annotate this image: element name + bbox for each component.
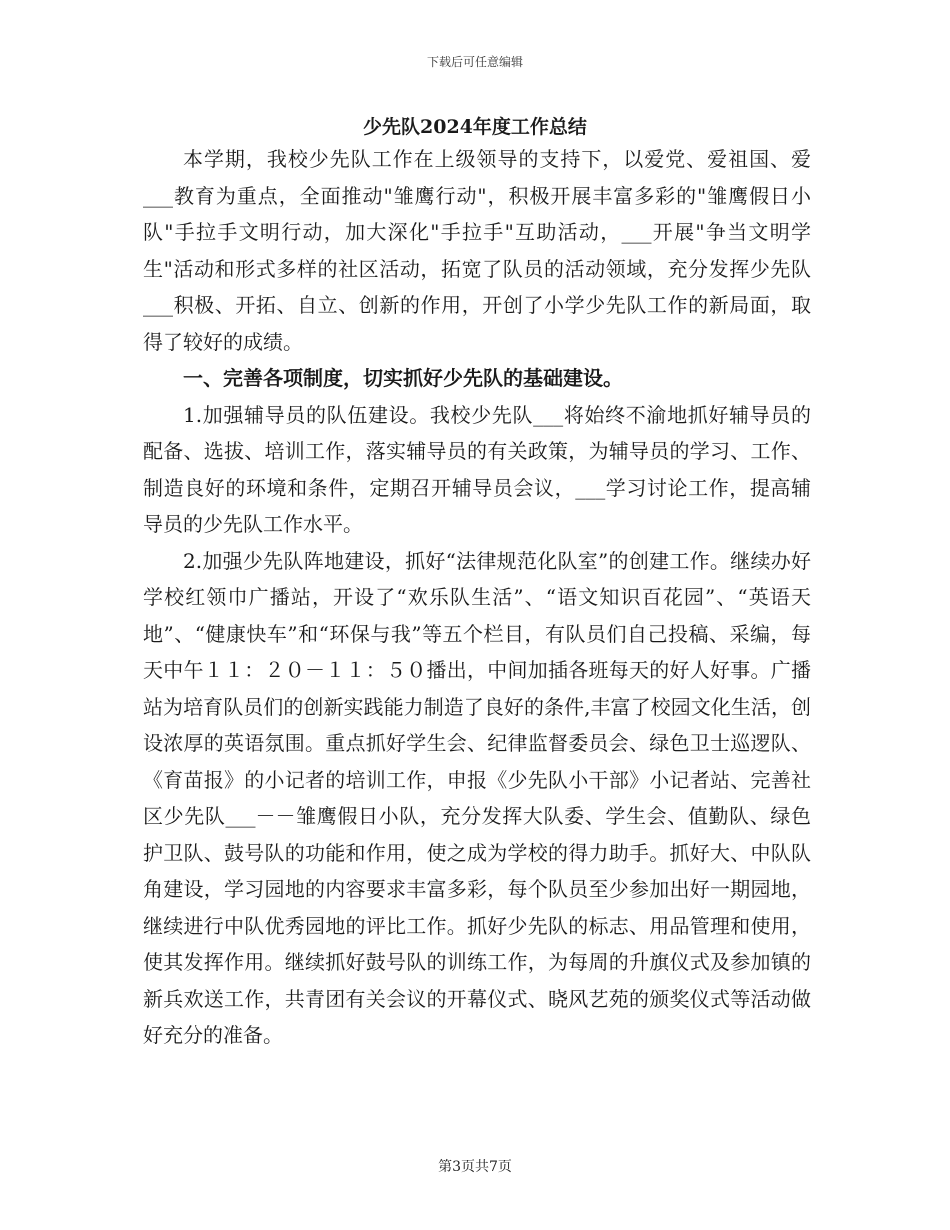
- page-number-footer: 第3页共7页: [438, 1159, 512, 1175]
- body-paragraph-1: 1.加强辅导员的队伍建设。我校少先队___将始终不渝地抓好辅导员的配备、选拔、培训工作，落实辅导员的有关政策，为辅导员的学习、工作、制造良好的环境和条件，定期召开辅导员会议，___学习讨论工作，提高辅导员的少先队工作水平。: [143, 402, 811, 536]
- section-heading: 一、完善各项制度，切实抓好少先队的基础建设。: [183, 366, 623, 390]
- intro-paragraph: 本学期，我校少先队工作在上级领导的支持下，以爱党、爱祖国、爱___教育为重点，全面推动"雏鹰行动"，积极开展丰富多彩的"雏鹰假日小队"手拉手文明行动，加大深化"手拉手"互助活动，___开展"争当文明学生"活动和形式多样的社区活动，拓宽了队员的活动领域，充分发挥少先队___积极、开拓、自立、创新的作用，开创了小学少先队工作的新局面，取得了较好的成绩。: [143, 147, 811, 354]
- document-title: 少先队2024年度工作总结: [363, 116, 587, 138]
- body-paragraph-2: 2.加强少先队阵地建设，抓好“法律规范化队室”的创建工作。继续办好学校红领巾广播站，开设了“欢乐队生活”、“语文知识百花园”、“英语天地”、“健康快车”和“环保与我”等五个栏目，有队员们自己投稿、采编，每天中午１１：２０－１１：５０播出，中间加插各班每天的好人好事。广播站为培育队员们的创新实践能力制造了良好的条件,丰富了校园文化生活，创设浓厚的英语氛围。重点抓好学生会、纪律监督委员会、绿色卫士巡逻队、《育苗报》的小记者的培训工作，申报《少先队小干部》小记者站、完善社区少先队___－－雏鹰假日小队，充分发挥大队委、学生会、值勤队、绿色护卫队、鼓号队的功能和作用，使之成为学校的得力助手。抓好大、中队队角建设，学习园地的内容要求丰富多彩，每个队员至少参加出好一期园地，继续进行中队优秀园地的评比工作。抓好少先队的标志、用品管理和使用，使其发挥作用。继续抓好鼓号队的训练工作，为每周的升旗仪式及参加镇的新兵欢送工作，共青团有关会议的开幕仪式、晓风艺苑的颁奖仪式等活动做好充分的准备。: [143, 548, 811, 1047]
- document-body: [143, 141, 811, 1054]
- header-note: 下载后可任意编辑: [426, 55, 523, 69]
